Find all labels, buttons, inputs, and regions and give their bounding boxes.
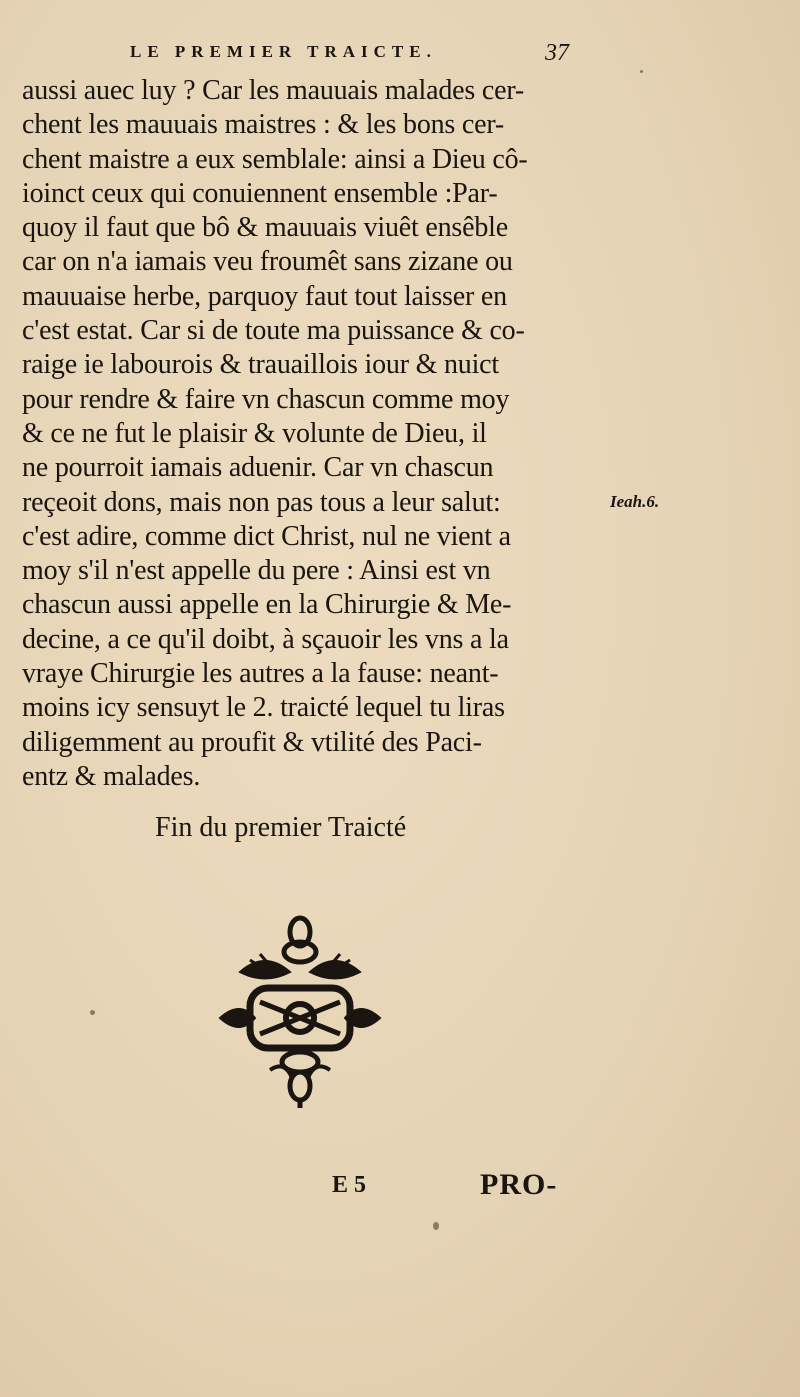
text-line: moins icy sensuyt le 2. traicté lequel tu liras [22,692,505,724]
text-line: chent les mauuais maistres : & les bons cer- [22,109,505,141]
text-line: chent maistre a eux semblale: ainsi a Dieu cô- [22,143,528,175]
body-text [22,74,602,794]
text-line: aussi auec luy ? Car les mauuais malades cer- [22,75,525,106]
text-line: car on n'a iamais veu froumêt sans zizane ou [22,246,513,278]
catchword: PRO- [480,1168,558,1201]
signature-mark: E 5 [332,1172,367,1198]
paper-speck [640,70,643,73]
text-line: & ce ne fut le plaisir & volunte de Dieu, il [22,417,487,449]
text-line: vraye Chirurgie les autres a la fause: neant- [22,658,499,690]
text-line: c'est adire, comme dict Christ, nul ne vient a [22,520,511,552]
paper-speck [90,1010,95,1015]
text-line: chascun aussi appelle en la Chirurgie & Me- [22,589,512,621]
text-line: moy s'il n'est appelle du pere : Ainsi est vn [22,555,491,587]
text-line: ne pourroit iamais aduenir. Car vn chascun [22,452,494,484]
text-line: pour rendre & faire vn chascun comme moy [22,383,510,415]
colophon: Fin du premier Traicté [155,812,407,843]
text-line: reçeoit dons, mais non pas tous a leur salut: [22,486,501,518]
text-line: entz & malades. [22,760,201,792]
paper-speck [433,1222,439,1230]
text-line: decine, a ce qu'il doibt, à sçauoir les vns a la [22,623,509,655]
fleuron-ornament [210,910,390,1110]
text-line: diligemment au proufit & vtilité des Paci- [22,726,482,758]
running-title: LE PREMIER TRAICTE. [130,42,437,61]
text-line: mauuaise herbe, parquoy faut tout laisser en [22,280,507,312]
text-line: c'est estat. Car si de toute ma puissance & co- [22,315,525,347]
page-number: 37 [545,40,569,66]
text-line: ioinct ceux qui conuiennent ensemble :Par- [22,177,498,209]
margin-note: Ieah.6. [610,492,660,511]
text-line: raige ie labourois & trauaillois iour & nuict [22,349,499,381]
text-line: quoy il faut que bô & mauuais viuêt ensêble [22,212,508,244]
